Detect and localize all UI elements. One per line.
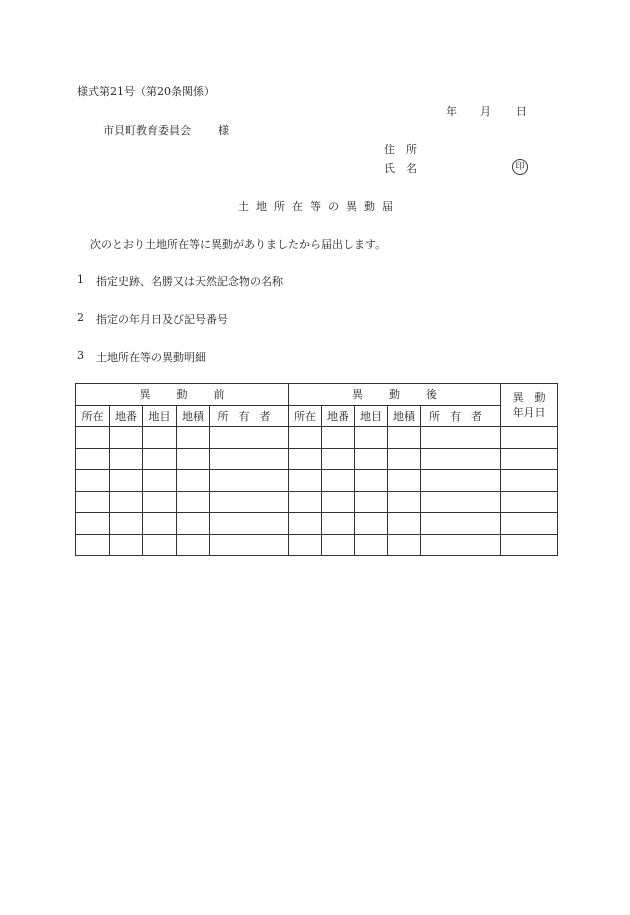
table-cell[interactable] <box>289 491 322 513</box>
table-cell[interactable] <box>322 470 355 492</box>
item-2-number: 2 <box>77 311 84 324</box>
honorific: 様 <box>218 124 229 137</box>
col-lot-number-after: 地番 <box>322 405 355 427</box>
table-cell[interactable] <box>421 470 501 492</box>
table-cell[interactable] <box>289 534 322 556</box>
header-before-change: 異動前 <box>76 384 289 406</box>
header-change-date-line2: 年月日 <box>512 406 546 419</box>
col-owner-after: 所有者 <box>421 405 501 427</box>
table-cell[interactable] <box>355 534 388 556</box>
table-cell[interactable] <box>289 513 322 535</box>
table-cell[interactable] <box>289 427 322 449</box>
table-row <box>76 427 558 449</box>
table-cell[interactable] <box>421 427 501 449</box>
table-cell[interactable] <box>355 513 388 535</box>
item-3-number: 3 <box>77 349 84 362</box>
table-cell[interactable] <box>177 448 210 470</box>
col-location-before: 所在 <box>76 405 110 427</box>
table-cell[interactable] <box>388 470 421 492</box>
table-cell[interactable] <box>421 491 501 513</box>
table-cell[interactable] <box>143 427 177 449</box>
intro-text: 次のとおり土地所在等に異動がありましたから届出します。 <box>90 238 387 251</box>
table-cell[interactable] <box>143 470 177 492</box>
table-cell[interactable] <box>76 513 110 535</box>
table-cell[interactable] <box>110 534 143 556</box>
table-cell[interactable] <box>210 448 289 470</box>
item-1-text: 指定史跡、名勝又は天然記念物の名称 <box>96 275 283 288</box>
table-cell[interactable] <box>110 513 143 535</box>
table-cell[interactable] <box>421 513 501 535</box>
table-row <box>76 513 558 535</box>
table-cell[interactable] <box>177 534 210 556</box>
addressee: 市貝町教育委員会 <box>103 124 191 137</box>
table-cell[interactable] <box>177 513 210 535</box>
col-owner-before: 所有者 <box>210 405 289 427</box>
item-2-text: 指定の年月日及び記号番号 <box>96 313 228 326</box>
table-cell[interactable] <box>388 491 421 513</box>
col-land-area-before: 地積 <box>177 405 210 427</box>
table-cell[interactable] <box>355 448 388 470</box>
table-cell[interactable] <box>322 491 355 513</box>
table-cell[interactable] <box>322 513 355 535</box>
table-row <box>76 534 558 556</box>
col-lot-number-before: 地番 <box>110 405 143 427</box>
table-header-group-row <box>76 384 558 406</box>
date-month-label: 月 <box>480 105 491 118</box>
table-cell[interactable] <box>388 448 421 470</box>
item-3-text: 土地所在等の異動明細 <box>96 351 206 364</box>
table-cell[interactable] <box>110 448 143 470</box>
table-cell[interactable] <box>110 470 143 492</box>
name-label: 氏 名 <box>384 162 417 175</box>
table-cell[interactable] <box>501 534 558 556</box>
table-cell[interactable] <box>355 470 388 492</box>
table-row <box>76 470 558 492</box>
col-land-category-before: 地目 <box>143 405 177 427</box>
table-cell[interactable] <box>388 427 421 449</box>
col-location-after: 所在 <box>289 405 322 427</box>
table-cell[interactable] <box>177 491 210 513</box>
table-cell[interactable] <box>143 534 177 556</box>
date-day-label: 日 <box>516 105 527 118</box>
header-change-date <box>501 384 558 427</box>
table-cell[interactable] <box>143 491 177 513</box>
table-cell[interactable] <box>210 427 289 449</box>
table-cell[interactable] <box>143 448 177 470</box>
form-number: 様式第21号（第20条関係） <box>77 85 215 98</box>
col-land-area-after: 地積 <box>388 405 421 427</box>
table-cell[interactable] <box>421 448 501 470</box>
table-cell[interactable] <box>289 470 322 492</box>
table-cell[interactable] <box>210 513 289 535</box>
change-details-table <box>75 383 558 556</box>
table-cell[interactable] <box>388 534 421 556</box>
item-1-number: 1 <box>77 273 84 286</box>
table-cell[interactable] <box>177 427 210 449</box>
table-cell[interactable] <box>210 491 289 513</box>
table-cell[interactable] <box>76 427 110 449</box>
table-cell[interactable] <box>110 427 143 449</box>
table-cell[interactable] <box>76 448 110 470</box>
table-row <box>76 491 558 513</box>
table-cell[interactable] <box>322 448 355 470</box>
table-cell[interactable] <box>501 448 558 470</box>
date-year-label: 年 <box>446 105 457 118</box>
table-cell[interactable] <box>143 513 177 535</box>
table-cell[interactable] <box>355 427 388 449</box>
table-cell[interactable] <box>76 491 110 513</box>
table-cell[interactable] <box>76 534 110 556</box>
header-change-date-line1: 異 動 <box>512 391 546 404</box>
table-cell[interactable] <box>355 491 388 513</box>
table-cell[interactable] <box>110 491 143 513</box>
table-cell[interactable] <box>501 513 558 535</box>
table-cell[interactable] <box>322 427 355 449</box>
table-cell[interactable] <box>210 534 289 556</box>
col-land-category-after: 地目 <box>355 405 388 427</box>
table-row <box>76 448 558 470</box>
table-header-column-row <box>76 405 558 427</box>
table-cell[interactable] <box>322 534 355 556</box>
table-cell[interactable] <box>76 470 110 492</box>
table-cell[interactable] <box>388 513 421 535</box>
header-after-change: 異動後 <box>289 384 501 406</box>
table-cell[interactable] <box>421 534 501 556</box>
table-cell[interactable] <box>177 470 210 492</box>
table-cell[interactable] <box>501 427 558 449</box>
table-cell[interactable] <box>210 470 289 492</box>
table-cell[interactable] <box>501 491 558 513</box>
seal-mark: 印 <box>512 159 528 175</box>
document-title: 土地所在等の異動届 <box>238 200 400 213</box>
table-cell[interactable] <box>289 448 322 470</box>
table-cell[interactable] <box>501 470 558 492</box>
address-label: 住 所 <box>384 143 417 156</box>
